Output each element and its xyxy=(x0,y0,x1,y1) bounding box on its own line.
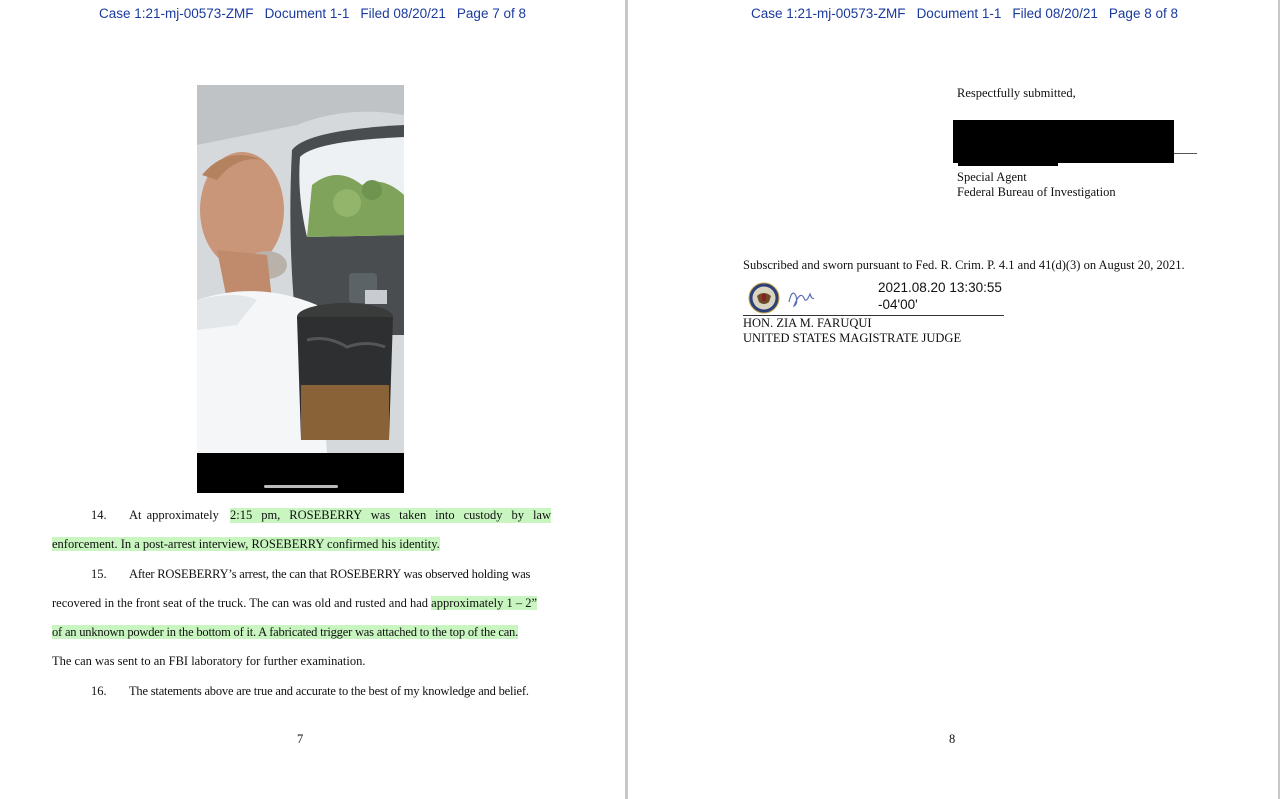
header-document: Document 1-1 xyxy=(264,6,350,21)
paragraph-number: 16. xyxy=(91,684,107,698)
document-page-7 xyxy=(0,0,625,799)
header-case: Case 1:21-mj-00573-ZMF xyxy=(99,6,254,21)
agency-name: Federal Bureau of Investigation xyxy=(957,185,1116,199)
agent-title: Special Agent xyxy=(957,170,1027,184)
page-header xyxy=(751,6,1189,21)
paragraph-15-line-2 xyxy=(52,596,537,611)
signature-offset: -04'00' xyxy=(878,297,918,312)
document-page-8 xyxy=(628,0,1278,799)
header-page: Page 8 of 8 xyxy=(1108,6,1178,21)
header-case: Case 1:21-mj-00573-ZMF xyxy=(751,6,906,21)
page-number: 7 xyxy=(297,732,304,746)
text-segment: The can was sent to an FBI laboratory for further examination. xyxy=(52,654,366,668)
closing-text: Respectfully submitted, xyxy=(957,86,1076,100)
highlighted-text: enforcement. In a post-arrest interview, ROSEBERRY confirmed his identity. xyxy=(52,537,440,551)
header-filed: Filed 08/20/21 xyxy=(1012,6,1098,21)
judge-name: HON. ZIA M. FARUQUI xyxy=(743,316,872,330)
judge-title: UNITED STATES MAGISTRATE JUDGE xyxy=(743,331,962,345)
page-header xyxy=(99,6,537,21)
redacted-signature xyxy=(953,120,1174,163)
signature-line xyxy=(1174,153,1197,154)
evidence-photo xyxy=(197,85,404,493)
signature-scribble-icon xyxy=(786,284,816,310)
court-seal-icon xyxy=(748,282,780,314)
highlighted-text: of an unknown powder in the bottom of it. A fabricated trigger was attached to the top of the can. xyxy=(52,625,519,639)
text-segment: The statements above are true and accurate to the best of my knowledge and belief. xyxy=(129,684,529,698)
page-number: 8 xyxy=(949,732,956,746)
header-page: Page 7 of 8 xyxy=(456,6,526,21)
paragraph-number: 14. xyxy=(91,508,107,522)
paragraph-15-line-3 xyxy=(52,625,518,640)
header-filed: Filed 08/20/21 xyxy=(360,6,446,21)
signature-date: 2021.08.20 13:30:55 xyxy=(878,280,1002,295)
highlighted-text: 2:15 pm, ROSEBERRY was taken into custody by law xyxy=(230,508,551,522)
text-segment: After ROSEBERRY’s arrest, the can that ROSEBERRY was observed holding was xyxy=(129,567,531,581)
paragraph-number: 15. xyxy=(91,567,107,581)
redacted-name xyxy=(958,160,1058,166)
paragraph-15-line-1 xyxy=(91,567,530,582)
header-document: Document 1-1 xyxy=(916,6,1002,21)
sworn-statement: Subscribed and sworn pursuant to Fed. R. Crim. P. 4.1 and 41(d)(3) on August 20, 2021. xyxy=(743,258,1185,272)
photo-illustration xyxy=(197,85,404,493)
paragraph-14-line-1 xyxy=(52,508,551,523)
text-segment: At approximately xyxy=(129,508,219,522)
paragraph-15-line-4 xyxy=(52,654,365,669)
text-segment: recovered in the front seat of the truck. The can was old and rusted and had xyxy=(52,596,429,610)
paragraph-16 xyxy=(91,684,529,699)
highlighted-text: approximately 1 – 2” xyxy=(431,596,538,610)
paragraph-14-line-2 xyxy=(52,537,440,552)
